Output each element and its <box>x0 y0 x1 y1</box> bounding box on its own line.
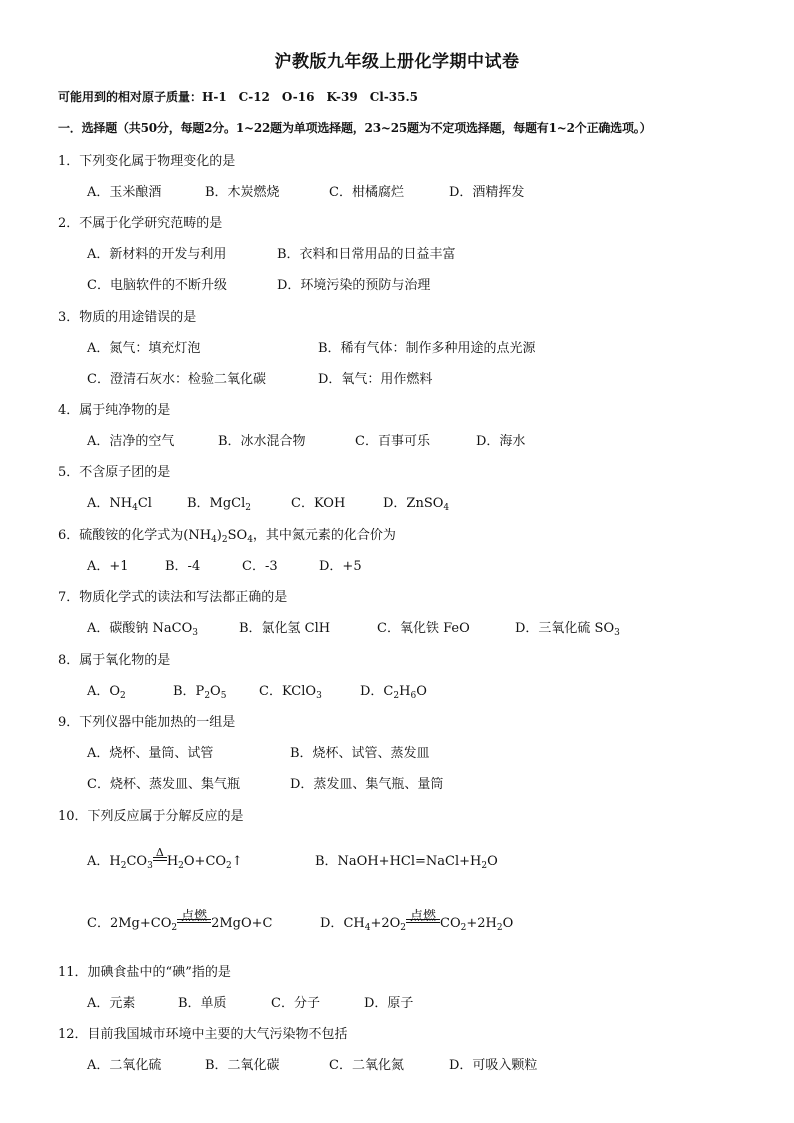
q7-option-c: C．氧化铁 FeO <box>377 621 470 636</box>
heating-condition: Δ <box>153 861 167 865</box>
q4-option-a: A．洁净的空气 <box>87 434 175 449</box>
q4-option-b: B．冰水混合物 <box>218 434 306 449</box>
question-3-stem: 3．物质的用途错误的是 <box>58 310 197 325</box>
q9-option-b: B．烧杯、试管、蒸发皿 <box>290 746 430 761</box>
q8-option-c: C．KClO$_3$ <box>259 684 322 701</box>
q12-option-d: D．可吸入颗粒 <box>449 1058 538 1073</box>
q5-option-a: A．$NH_4Cl$ <box>87 496 152 513</box>
q10-option-c: C．$2Mg+CO_2$ 点燃 2MgO+C <box>87 909 273 933</box>
section-heading: 一．选择题（共50分，每题2分。1~22题为单项选择题，23~25题为不定项选择题，每题有1~2个正确选项。） <box>58 121 652 135</box>
q9-option-a: A．烧杯、量筒、试管 <box>87 746 214 761</box>
q9-option-c: C．烧杯、蒸发皿、集气瓶 <box>87 777 240 792</box>
q5-option-c: C．KOH <box>291 496 346 511</box>
question-6-options <box>87 555 767 575</box>
question-12-stem: 12．目前我国城市环境中主要的大气污染物不包括 <box>58 1027 348 1042</box>
q11-option-b: B．单质 <box>178 996 227 1011</box>
q9-option-d: D．蒸发皿、集气瓶、量筒 <box>290 777 444 792</box>
q5-option-b: B．MgCl$_2$ <box>187 496 252 513</box>
q3-option-d: D．氧气：用作燃料 <box>318 372 433 387</box>
question-4-stem: 4．属于纯净物的是 <box>58 403 171 418</box>
q4-option-c: C．百事可乐 <box>355 434 430 449</box>
q1-option-d: D．酒精挥发 <box>449 185 525 200</box>
q2-option-d: D．环境污染的预防与治理 <box>277 278 431 293</box>
question-4-options <box>87 430 767 450</box>
q7-option-d: D．三氧化硫 $SO_3$ <box>515 621 620 638</box>
question-3-options-row2 <box>87 368 767 388</box>
q7-option-a: A．碳酸钠 NaCO$_3$ <box>87 621 198 638</box>
q7-option-b: B．氯化氢 ClH <box>239 621 331 636</box>
question-9-options-row1 <box>87 742 767 762</box>
q10-option-d: D．$CH_4+2O_2$ 点燃 $CO_2+2H_2O$ <box>320 909 514 933</box>
question-3-options-row1 <box>87 337 767 357</box>
page-title: 沪教版九年级上册化学期中试卷 <box>274 52 520 72</box>
q1-option-c: C．柑橘腐烂 <box>329 185 404 200</box>
question-2-stem: 2．不属于化学研究范畴的是 <box>58 216 223 231</box>
q12-option-b: B．二氧化碳 <box>205 1058 280 1073</box>
question-10-stem: 10．下列反应属于分解反应的是 <box>58 809 244 824</box>
q8-option-a: A．$O_2$ <box>87 684 126 701</box>
q11-option-a: A．元素 <box>87 996 136 1011</box>
q5-option-d: D．ZnSO$_4$ <box>383 496 450 513</box>
question-5-stem: 5．不含原子团的是 <box>58 465 171 480</box>
question-12-options <box>87 1054 767 1074</box>
question-8-stem: 8．属于氧化物的是 <box>58 653 171 668</box>
ignition-condition: 点燃 <box>406 923 440 927</box>
q8-option-b: B．$P_2O_5$ <box>173 684 227 701</box>
question-10-options-row1 <box>87 846 767 874</box>
question-1-stem: 1．下列变化属于物理变化的是 <box>58 154 236 169</box>
question-11-options <box>87 992 767 1012</box>
question-5-options <box>87 492 767 512</box>
q1-option-a: A．玉米酿酒 <box>87 185 162 200</box>
q6-option-c: C．-3 <box>242 559 278 574</box>
q6-option-d: D．+5 <box>319 559 362 574</box>
question-10-options-row2 <box>87 909 767 936</box>
q8-option-d: D．$C_2H_6O$ <box>360 684 427 701</box>
q2-option-c: C．电脑软件的不断升级 <box>87 278 227 293</box>
question-9-stem: 9．下列仪器中能加热的一组是 <box>58 715 236 730</box>
q12-option-c: C．二氧化氮 <box>329 1058 404 1073</box>
question-6-stem: 6．硫酸铵的化学式为$(NH_4)_2SO_4$，其中氮元素的化合价为 <box>58 528 396 545</box>
q10-option-b: B．$NaOH+HCl=NaCl+H_2O$ <box>315 854 498 871</box>
q3-option-c: C．澄清石灰水：检验二氧化碳 <box>87 372 266 387</box>
q4-option-d: D．海水 <box>476 434 526 449</box>
ignition-condition: 点燃 <box>177 923 211 927</box>
q6-option-b: B．-4 <box>165 559 201 574</box>
question-7-options <box>87 617 767 637</box>
question-2-options-row2 <box>87 274 767 294</box>
atomic-mass-info: 可能用到的相对原子质量：H-1 C-12 O-16 K-39 Cl-35.5 <box>58 90 419 104</box>
q11-option-d: D．原子 <box>364 996 414 1011</box>
q3-option-a: A．氮气：填充灯泡 <box>87 341 201 356</box>
question-11-stem: 11．加碘食盐中的“碘”指的是 <box>58 965 231 980</box>
q2-option-a: A．新材料的开发与利用 <box>87 247 227 262</box>
q10-option-a: A．$H_2CO_3$ Δ $H_2O+CO_2↑$ <box>87 846 243 871</box>
q11-option-c: C．分子 <box>271 996 320 1011</box>
question-7-stem: 7．物质化学式的读法和写法都正确的是 <box>58 590 288 605</box>
q2-option-b: B．衣料和日常用品的日益丰富 <box>277 247 456 262</box>
q12-option-a: A．二氧化硫 <box>87 1058 162 1073</box>
q3-option-b: B．稀有气体：制作多种用途的点光源 <box>318 341 536 356</box>
question-8-options <box>87 680 767 700</box>
question-2-options-row1 <box>87 243 767 263</box>
question-9-options-row2 <box>87 773 767 793</box>
q1-option-b: B．木炭燃烧 <box>205 185 280 200</box>
question-1-options <box>87 181 767 201</box>
q6-option-a: A．+1 <box>87 559 129 574</box>
